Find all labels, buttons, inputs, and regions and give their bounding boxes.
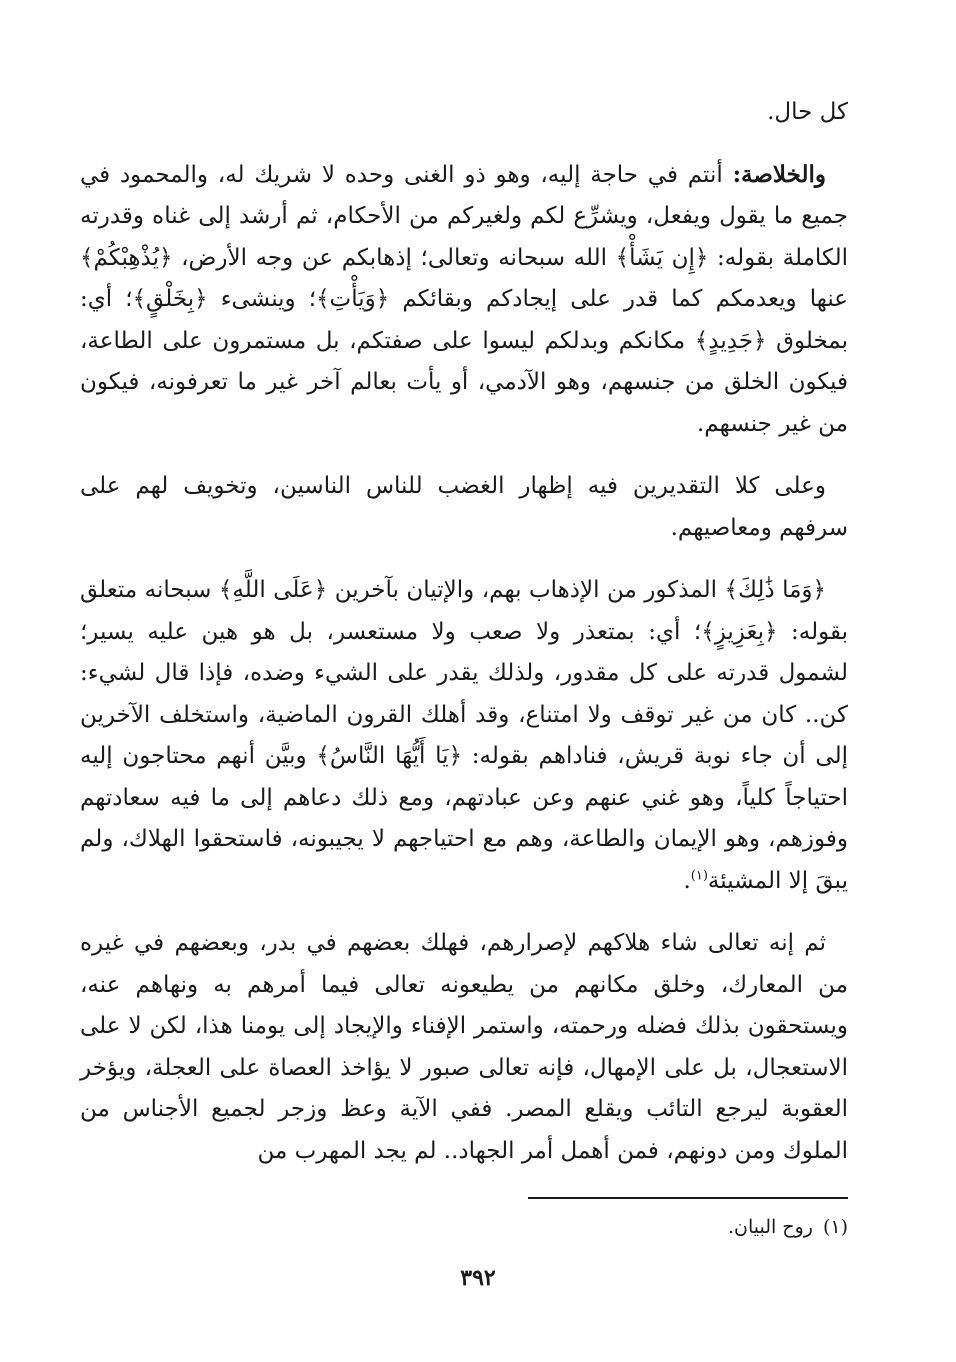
paragraph-4-end: . [683,867,691,894]
page-body [80,92,848,1193]
paragraph-2-text: أنتم في حاجة إليه، وهو ذو الغنى وحده لا شريك له، والمحمود في جميع ما يقول ويفعل، ويشرِّع لكم ولغيركم من الأحكام، ثم أرشد إلى غناه وقدرته الكاملة بقوله: ﴿إِن يَشَأْ﴾ الله سبحانه وتعالى؛ إذهابكم عن وجه الأرض، ﴿يُذْهِبْكُمْ﴾ عنها ويعدمكم كما قدر على إيجادكم وبقائكم ﴿وَيَأْتِ﴾؛ وينشىء ﴿بِخَلْقٍ﴾؛ أي: بمخلوق ﴿جَدِيدٍ﴾ مكانكم وبدلكم ليسوا على صفتكم، بل مستمرون على الطاعة، فيكون الخلق من جنسهم، وهو الآدمي، أو يأت بعالم آخر غير ما تعرفونه، فيكون من غير جنسهم. [80,161,848,437]
paragraph-2 [80,154,848,446]
footnote-number: (١) [822,1216,848,1238]
summary-heading: والخلاصة: [732,160,826,188]
footnote [448,1210,848,1244]
paragraph-5-text: ثم إنه تعالى شاء هلاكهم لإصرارهم، فهلك بعضهم في بدر، وبعضهم في غيره من المعارك، وخلق مكانهم من يطيعونه تعالى فيما أمرهم به ونهاهم عنه، ويستحقون بذلك فضله ورحمته، واستمر الإفناء والإيجاد إلى يومنا هذا، لكن لا على الاستعجال، بل على الإمهال، فإنه تعالى صبور لا يؤاخذ العصاة على العجلة، ويؤخر العقوبة ليرجع التائب ويقلع المصر. ففي الآية وعظ وزجر لجميع الأجناس من الملوك ومن دونهم، فمن أهمل أمر الجهاد.. لم يجد المهرب من [80,930,849,1164]
page-number: ٣٩٢ [460,1265,496,1291]
paragraph-5 [80,923,848,1172]
paragraph-3 [80,466,848,549]
paragraph-4 [80,570,848,902]
paragraph-1 [80,92,848,134]
footnote-divider [528,1197,848,1199]
paragraph-4-text: ﴿وَمَا ذَٰلِكَ﴾ المذكور من الإذهاب بهم، والإتيان بآخرين ﴿عَلَى اللَّهِ﴾ سبحانه متعلق بقوله: ﴿بِعَزِيزٍ﴾؛ أي: بمتعذر ولا صعب ولا مستعسر، بل هو هين عليه يسير؛ لشمول قدرته على كل مقدور، ولذلك يقدر على الشيء وضده، فإذا قال لشيء: كن.. كان من غير توقف ولا امتناع، وقد أهلك القرون الماضية، واستخلف الآخرين إلى أن جاء نوبة قريش، فناداهم بقوله: ﴿يَا أَيُّهَا النَّاسُ﴾ وبيَّن أنهم محتاجون إليه احتياجاً كلياً، وهو غني عنهم وعن عبادتهم، ومع ذلك دعاهم إلى ما فيه سعادتهم وفوزهم، وهو الإيمان والطاعة، وهم مع احتياجهم لا يجيبونه، فاستحقوا الهلاك، ولم يبقَ إلا المشيئة [80,577,848,894]
paragraph-3-text: وعلى كلا التقديرين فيه إظهار الغضب للناس الناسين، وتخويف لهم على سرفهم ومعاصيهم. [80,473,848,541]
footnote-reference[interactable]: (١) [690,867,708,883]
paragraph-1-text: كل حال. [767,99,848,125]
footnote-text: روح البيان. [727,1216,813,1238]
